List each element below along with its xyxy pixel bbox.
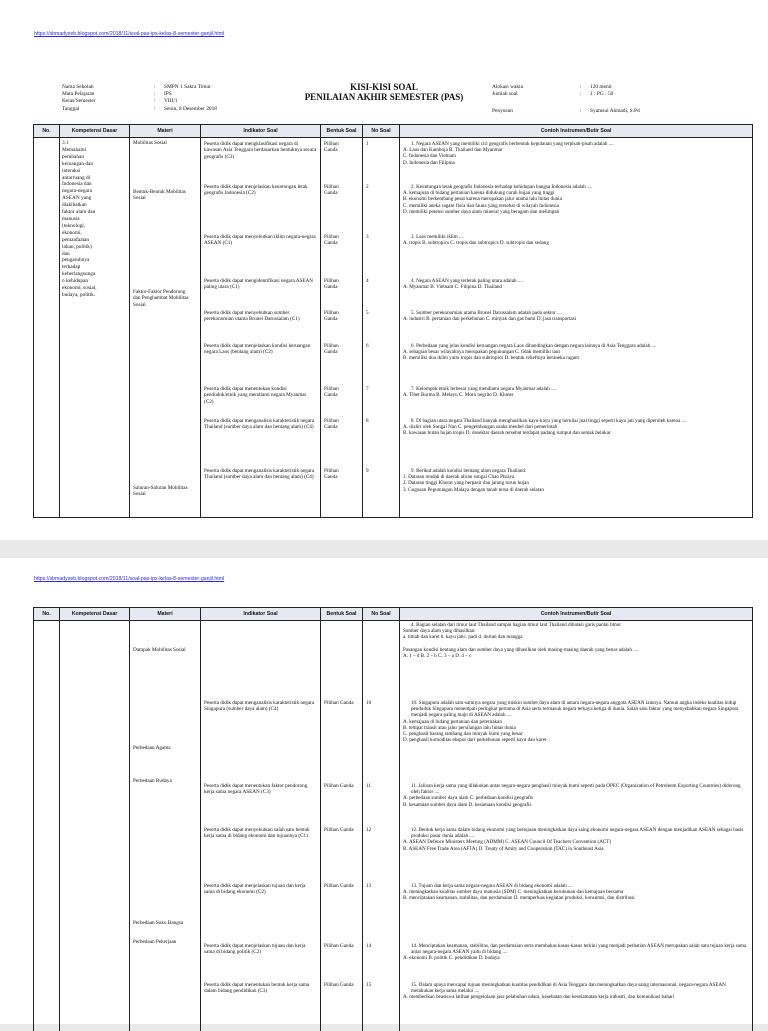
- continuation-line: Pasangan kondisi bentang alam dan sumber daya yang dihasilkan oleh masing-masing daerah yang benar adalah ....: [403, 646, 639, 653]
- question-item: [400, 883, 752, 902]
- table-header: [34, 125, 753, 138]
- bentuk-text: Pilihan Ganda: [324, 343, 339, 356]
- answer-option: B. ekonomi berkembang pesat karena merupakan jalur utama lalu lintas dunia: [403, 196, 562, 203]
- question-item: [400, 310, 752, 322]
- question-text: 14. Menciptakan keamanan, stabilitas, dan perdamaian serta membahas kasus-kasus terkini yang menjadi perhatian ASEAN merupakan salah satu tujuan kerja sama antar negara-negara ASEAN yaitu di bidang ....: [411, 943, 747, 956]
- answer-option: B. memiliki dua iklim yaitu tropis dan subtropics D. bentuk relieftnya beraneka ragam: [403, 355, 579, 362]
- kd-line: ekonomi, sosial,: [62, 285, 97, 292]
- table-row: [34, 621, 753, 1031]
- kd-line: manusia: [62, 215, 80, 222]
- soal-cell: [400, 138, 753, 518]
- answer-option: B. ASEAN Free Trade Area (AFTA) D. Treaty of Amity and Cooperation (TAC) in Southeast Asia: [403, 845, 604, 852]
- materi-item: Perbedaan Agama: [133, 745, 171, 751]
- kd-cell: 3.1 Memahami perubahan keruangan dan interaksi antarruang di Indonesia dan negara-negara ASEAN yang diakibatkan faktor alam dan manusia (teknologi, ekonomi, pemanfaatan lahan, politik) dan pengaruhnya terhadap keberlangsunga n kehidupan ekonomi, sosial, budaya, politik.: [60, 138, 130, 518]
- answer-option: 3. Gugusan Pegunungan Malaya dengan tanah tersa di daerah selatan: [403, 486, 544, 493]
- question-number: 7: [366, 386, 369, 392]
- kd-line: keruangan dan: [62, 160, 94, 167]
- col-bentuk: Bentuk Soal: [321, 608, 363, 621]
- col-bentuk: Bentuk Soal: [321, 125, 363, 138]
- kd-line: faktor alam dan: [62, 209, 96, 216]
- col-contoh: Contoh Instrumen/Butir Soal: [400, 125, 753, 138]
- col-indikator: Indikator Soal: [201, 125, 321, 138]
- bentuk-text: Pilihan Ganda: [324, 982, 354, 988]
- question-number: 9: [366, 468, 369, 474]
- kisi-kisi-table: [33, 607, 753, 1031]
- question-text: 7. Kelompok etnik terbesar yang mendiami negara Myanmar adalah ....: [411, 386, 557, 392]
- materi-cell: [130, 138, 201, 518]
- question-number: 2: [366, 184, 369, 190]
- document-title: KISI-KISI SOAL: [350, 82, 418, 92]
- kd-line: ASEAN yang: [62, 195, 92, 202]
- meta-row: Mata Pelajaran : IPS: [62, 91, 172, 98]
- kd-line: pengaruhnya: [62, 257, 90, 264]
- kd-line: budaya, politik.: [62, 291, 96, 298]
- question-number: 3: [366, 234, 369, 240]
- meta-left: [62, 84, 217, 113]
- indikator-text: Peserta didik dapat menentukan bentuk kerja sama dalam bidang pendidikan (C3): [204, 982, 310, 995]
- answer-option: A. kemajuan di bidang pertanian karena didukung curah hujan yang tinggi: [403, 190, 555, 197]
- answer-option: 2. Dataran tinggi Khorat yang berpasir dan jarang turun hujan: [403, 480, 529, 487]
- answer-option: A. tropis B. subtropics C. tropis dan subtropics D. subtropis dan sedang: [403, 240, 549, 247]
- col-materi: Materi: [130, 608, 201, 621]
- answer-option: D. Indonesia dan Filipina: [403, 159, 455, 166]
- question-number: 10: [366, 700, 372, 706]
- meta-right: [492, 84, 640, 116]
- kd-text: [62, 147, 122, 299]
- meta-row: Alokasi waktu : 120 menit: [492, 84, 612, 90]
- kd-line: negara-negara: [62, 188, 92, 195]
- indikator-text: Peserta didik dapat menentukan faktor pendorong kerja sama negara ASEAN (C3): [204, 783, 308, 796]
- indikator-text: Peserta didik dapat mengidentifikasi negara ASEAN paling utara (C1): [204, 278, 314, 291]
- nosoal-cell: [363, 138, 400, 518]
- question-number: 1: [366, 141, 369, 147]
- kd-line: diakibatkan: [62, 202, 87, 209]
- question-text: 8. Di bagian utara negara Thailand banyak menghasilkan kayu-kayu yang bernilai jual tinggi seperti kayu jati yang diperoleh karena ....: [411, 418, 687, 424]
- answer-option: A. Tibet Burma B. Melayu C. Moro negrito D. Khmer: [403, 392, 514, 399]
- kd-line: Indonesia dan: [62, 181, 92, 188]
- answer-option: A. meningkatkan kualitas sumber daya manusia (SDM) C. meningkatkan kerukunan dan kemajuan bersama: [403, 889, 624, 896]
- indikator-text: Peserta didik dapat menyebutkan salah satu bentuk kerja sama di bidang ekonomi dan tujuannya (C1): [204, 827, 310, 840]
- question-text: 5. Sumber perekonomian utama Brunei Darussalam adalah pada sektor ....: [411, 310, 563, 316]
- answer-option: A. perbedaan sumber daya alam C. perbedaan kondisi geografis: [403, 795, 534, 802]
- document-subtitle: PENILAIAN AKHIR SEMESTER (PAS): [304, 92, 464, 102]
- indikator-text: Peserta didik dapat menganalisis karakteristik negara Thailand (sumber daya alam dan bentang alam) (C4): [204, 468, 315, 481]
- materi-item: Mobilitas Sosial: [133, 140, 167, 146]
- question-text: 4. Negara ASEAN yang terletak paling utara adalah ....: [411, 278, 523, 284]
- bentuk-text: Pilihan Ganda: [324, 827, 354, 833]
- indikator-cell: [201, 138, 321, 518]
- question-number: 15: [366, 982, 372, 988]
- kd-line: n kehidupan: [62, 278, 89, 285]
- question-text: 11. Jalinan kerja sama yang dilakukan antar negara-negara penghasil minyak bumi seperti pada OPEC (Organization of Petroleum Exporting Countries) didorong oleh faktor ....: [411, 783, 741, 796]
- materi-item: Saluran-Saluran Mobilitas Sosial: [133, 485, 188, 498]
- question-text: 6. Perbedaan yang jelas kondisi keruangan negara Laos dibandingkan dengan negara lainnya di Asia Tenggara adalah ....: [411, 343, 657, 349]
- question-item: [400, 943, 752, 962]
- answer-option: A. kemajuan di bidang pertanian dan peternakan: [403, 718, 502, 725]
- bentuk-text: Pilihan Ganda: [324, 418, 339, 431]
- bentuk-text: Pilihan Ganda: [324, 184, 339, 197]
- question-text: 10. Singapura adalah satu-satunya negara yang miskin sumber daya alam di antara negara-negara anggota ASEAN lainnya. Namun angka indeks kualitas hidup penduduk Singapura menempati peringkat pertama di Asia serta termasuk negara terkaya ketiga di dunia. Salah satu faktor yang menyebabkan negara Singapura menjadi negara paling maju di ASEAN adalah ....: [411, 700, 739, 719]
- answer-option: A. sebagian besar wilayahnya merupakan pegunungan C. tidak memiliki laut: [403, 349, 560, 356]
- answer-option: A. Laos dan Kamboja B. Thailand dan Myanmar: [403, 147, 503, 154]
- indikator-text: Peserta didik dapat menganalisis karakteristik negara Thailand (sumber daya alam dan bentang alam) (C4): [204, 418, 315, 431]
- bentuk-text: Pilihan Ganda: [324, 386, 339, 399]
- table-row: [34, 138, 753, 518]
- col-no: No.: [34, 608, 60, 621]
- materi-item: Dampak Mobilitas Sosial: [133, 647, 186, 653]
- question-number: 12: [366, 827, 372, 833]
- answer-option: A. dialiri oleh Sungai Nan C. pengembangan usaha meubel dari pemerintah: [403, 424, 558, 431]
- meta-row: Kelas/Semester : VIII/1: [62, 98, 178, 105]
- materi-item: Perbedaan Pekerjaan: [133, 939, 177, 945]
- answer-option: A. memberikan beasiswa latihan pengelolaan jasa pelabuhan udara, kesehatan dan keselamatan kerja industri, dan komunikasi bahari: [403, 994, 675, 1001]
- answer-option: 1. Dataran rendah di daerah aliran sungai Chao Phraya: [403, 474, 515, 481]
- question-text: 1. Negara ASEAN yang memiliki ciri geografis berbentuk kepulauan yang terpisah-pisah adalah ....: [411, 141, 614, 147]
- answer-option: A. ekonomi B. politik C. pendidikan D. budaya: [403, 955, 500, 962]
- question-number: 5: [366, 310, 369, 316]
- answer-option: B. kesamaan sumber daya alam D. kesamaan kondisi geografis: [403, 801, 532, 808]
- answer-option: D. penghasil komoditas ekspor dari perkebunan seperti kayu dan karet: [403, 737, 547, 744]
- indikator-text: Peserta didik dapat menyebutkan sumber perekonomian utama Brunei Darussalam (C1): [204, 310, 300, 323]
- question-item: [400, 418, 752, 437]
- bentuk-text: Pilihan Ganda: [324, 943, 354, 949]
- continuation-line: Sumber daya alam yang dihasilkan:: [403, 628, 476, 635]
- col-kd: Kompetensi Dasar: [60, 125, 130, 138]
- indikator-text: Peserta didik dapat menjelaskan tujuan dan kerja sama di bidang ekonomi (C2): [204, 883, 306, 896]
- bentuk-text: Pilihan Ganda: [324, 783, 354, 789]
- kd-line: antarruang di: [62, 174, 91, 181]
- indikator-text: Peserta didik dapat menjelaskan kondisi keruangan negara Laos (bentang alam) (C2): [204, 343, 311, 356]
- question-text: 15. Dalam upaya mencapai tujuan meningkatkan kualitas pendidikan di Asia Tenggara dan meningkatkan daya saing internasional, negara-negara ASEAN melakukan kerja sama melalui ....: [411, 982, 726, 995]
- page-2: [0, 558, 768, 1024]
- question-text: 9. Berikut adalah kondisi bentang alam negara Thailand.: [411, 468, 527, 474]
- answer-option: A. ASEAN Defence Ministers Meeting (ADMM) C. ASEAN Council Of Teachers Convention (ACT): [403, 839, 612, 846]
- kd-line: lahan, politik): [62, 243, 92, 250]
- continuation-line: A. 1 – d B. 2 – b C. 3 – a D. 4 – c: [403, 653, 472, 660]
- col-materi: Materi: [130, 125, 201, 138]
- question-number: 4: [366, 278, 369, 284]
- question-number: 11: [366, 783, 371, 789]
- question-item: [400, 278, 752, 290]
- answer-option: B. tempat transit atau jalur persilangan lalu lintas dunia: [403, 724, 516, 731]
- kd-line: terhadap: [62, 264, 81, 271]
- bentuk-text: Pilihan Ganda: [324, 141, 339, 154]
- kd-line: Memahami: [62, 146, 87, 153]
- answer-option: C. Indonesia dan Vietnam: [403, 153, 456, 160]
- answer-option: D. memiliki potensi sumber daya alam mineral yang beragam dan melimpah: [403, 208, 560, 215]
- question-text: 2. Keuntungan letak geografis Indonesia terhadap kehidupan bangsa Indonesia adalah ....: [411, 184, 593, 190]
- meta-row: Penyusun : Syamsul Ahmadi, S.Pd: [492, 108, 640, 115]
- bentuk-text: Pilihan Ganda: [324, 310, 339, 323]
- kd-line: perubahan: [62, 153, 85, 160]
- answer-option: B. kawasan hutan hujan tropis D. dosektar daerah tersebut terdapat padang rumput dan semak belukar: [403, 430, 611, 437]
- materi-item: Bentuk-Bentuk Mobilitas Sosial: [133, 189, 186, 202]
- col-kd: Kompetensi Dasar: [60, 608, 130, 621]
- answer-option: B. menciptakan keamanan, stabilitas, dan perdamaian D. memperluas kegiatan produksi, konsumsi, dan distribusi: [403, 895, 635, 902]
- bentuk-text: Pilihan Ganda: [324, 700, 354, 706]
- question-continuation: [400, 622, 752, 659]
- kd-line: keberlangsunga: [62, 271, 96, 278]
- soal-cell: [400, 621, 753, 1031]
- kisi-kisi-table: [33, 124, 753, 518]
- source-link[interactable]: https://sbmadyseb.blogspot.com/2018/11/soal-pas-ips-kelas-8-semester-ganjil.html: [34, 576, 225, 582]
- materi-cell: [130, 621, 201, 1031]
- col-nosoal: No Soal: [363, 125, 400, 138]
- col-no: No.: [34, 125, 60, 138]
- kd-line: pemanfaatan: [62, 236, 90, 243]
- bentuk-cell: [321, 621, 363, 1031]
- question-item: [400, 141, 752, 166]
- bentuk-cell: [321, 138, 363, 518]
- table-header: [34, 608, 753, 621]
- question-item: [400, 386, 752, 398]
- question-item: [400, 783, 752, 808]
- indikator-text: Peserta didik dapat menganalisis karakteristik negara Singapura (sumber daya alam) (C4): [204, 700, 315, 713]
- kd-line: ekonomi,: [62, 229, 82, 236]
- indikator-text: Peserta didik dapat mengklasifikasi negara di kawasan Asia Tenggara berdasarkan bentuknya secara geografis (C3): [204, 141, 317, 160]
- materi-item: Faktor-Faktor Pendorong dan Penghambat Mobilitas Sosial: [133, 289, 189, 308]
- bentuk-text: Pilihan Ganda: [324, 278, 339, 291]
- question-item: [400, 343, 752, 362]
- answer-option: A. Myanmar B. Vietnam C. Filipina D. Thailand: [403, 284, 502, 291]
- question-item: [400, 827, 752, 852]
- indikator-text: Peserta didik dapat menyebutkan iklim negara-negara ASEAN (C1): [204, 234, 316, 247]
- meta-row: Nama Sekolah : SMPN 1 Sakra Timur: [62, 84, 211, 90]
- question-text: 13. Tujuan dan kerja sama negara-negara ASEAN di bidang ekonomi adalah ....: [411, 883, 574, 889]
- question-number: 13: [366, 883, 372, 889]
- bentuk-text: Pilihan Ganda: [324, 883, 354, 889]
- indikator-text: Peserta didik dapat menjelaskan keuntungan letak geografis Indonesia (C2): [204, 184, 308, 197]
- question-item: [400, 468, 752, 493]
- bentuk-text: Pilihan Ganda: [324, 234, 339, 247]
- nosoal-cell: [363, 621, 400, 1031]
- source-link[interactable]: https://sbmadyseb.blogspot.com/2018/11/soal-pas-ips-kelas-8-semester-ganjil.html: [34, 31, 225, 37]
- question-item: [400, 982, 752, 1001]
- answer-option: A. industri B. pertanian dan perkebunan C. minyak dan gas bumi D. jasa transportasi: [403, 316, 577, 323]
- bentuk-text: Pilihan Ganda: [324, 468, 339, 481]
- indikator-text: Peserta didik dapat menjelaskan tujuan dan kerja sama di bidang politik (C2): [204, 943, 306, 956]
- answer-option: C. penghasil barang tambang dan minyak bumi yang besar: [403, 731, 523, 738]
- col-indikator: Indikator Soal: [201, 608, 321, 621]
- indikator-text: Peserta didik dapat menentukan kondisi penduduk/etnik yang mendiami negara Myanmar (C2): [204, 386, 307, 405]
- kd-line: dan: [62, 250, 70, 257]
- meta-row: Tanggal : Senin, 8 Desember 2018: [62, 105, 217, 112]
- materi-item: Perbedaan Suku Bangsa: [133, 920, 184, 926]
- question-number: 8: [366, 418, 369, 424]
- kd-line: interaksi: [62, 167, 81, 174]
- meta-row: Jumlah soal : 1 : PG : 50: [492, 91, 614, 98]
- col-contoh: Contoh Instrumen/Butir Soal: [400, 608, 753, 621]
- continuation-line: 4. Bagian selatan dari timur laut Thailand sampai bagian timur laut Thailand dibatasi garis pantai timur: [411, 622, 622, 628]
- question-number: 6: [366, 343, 369, 349]
- continuation-line: a. timah dan karet b. kayu jatic. padi d. durian dan mangga: [403, 634, 523, 641]
- materi-item: Perbedaan Budaya: [133, 778, 172, 784]
- question-text: 12. Bentuk kerja sama dalam bidang ekonomi yang bertujuan meningkatkan daya saing ekonomi negara-negara ASEAN dengan menjadikan ASEAN sebagai basis produksi pasar dunia adalah ....: [411, 827, 744, 840]
- question-number: 14: [366, 943, 372, 949]
- answer-option: C. memiliki aneka ragam flora dan fauna yang tersebar di wilayah Indonesia: [403, 202, 559, 209]
- question-text: 3. Laos memiliki iklim ....: [411, 234, 465, 240]
- question-item: [400, 184, 752, 215]
- kd-line: (teknologi,: [62, 222, 86, 229]
- indikator-cell: [201, 621, 321, 1031]
- question-item: [400, 234, 752, 246]
- col-nosoal: No Soal: [363, 608, 400, 621]
- question-item: [400, 700, 752, 743]
